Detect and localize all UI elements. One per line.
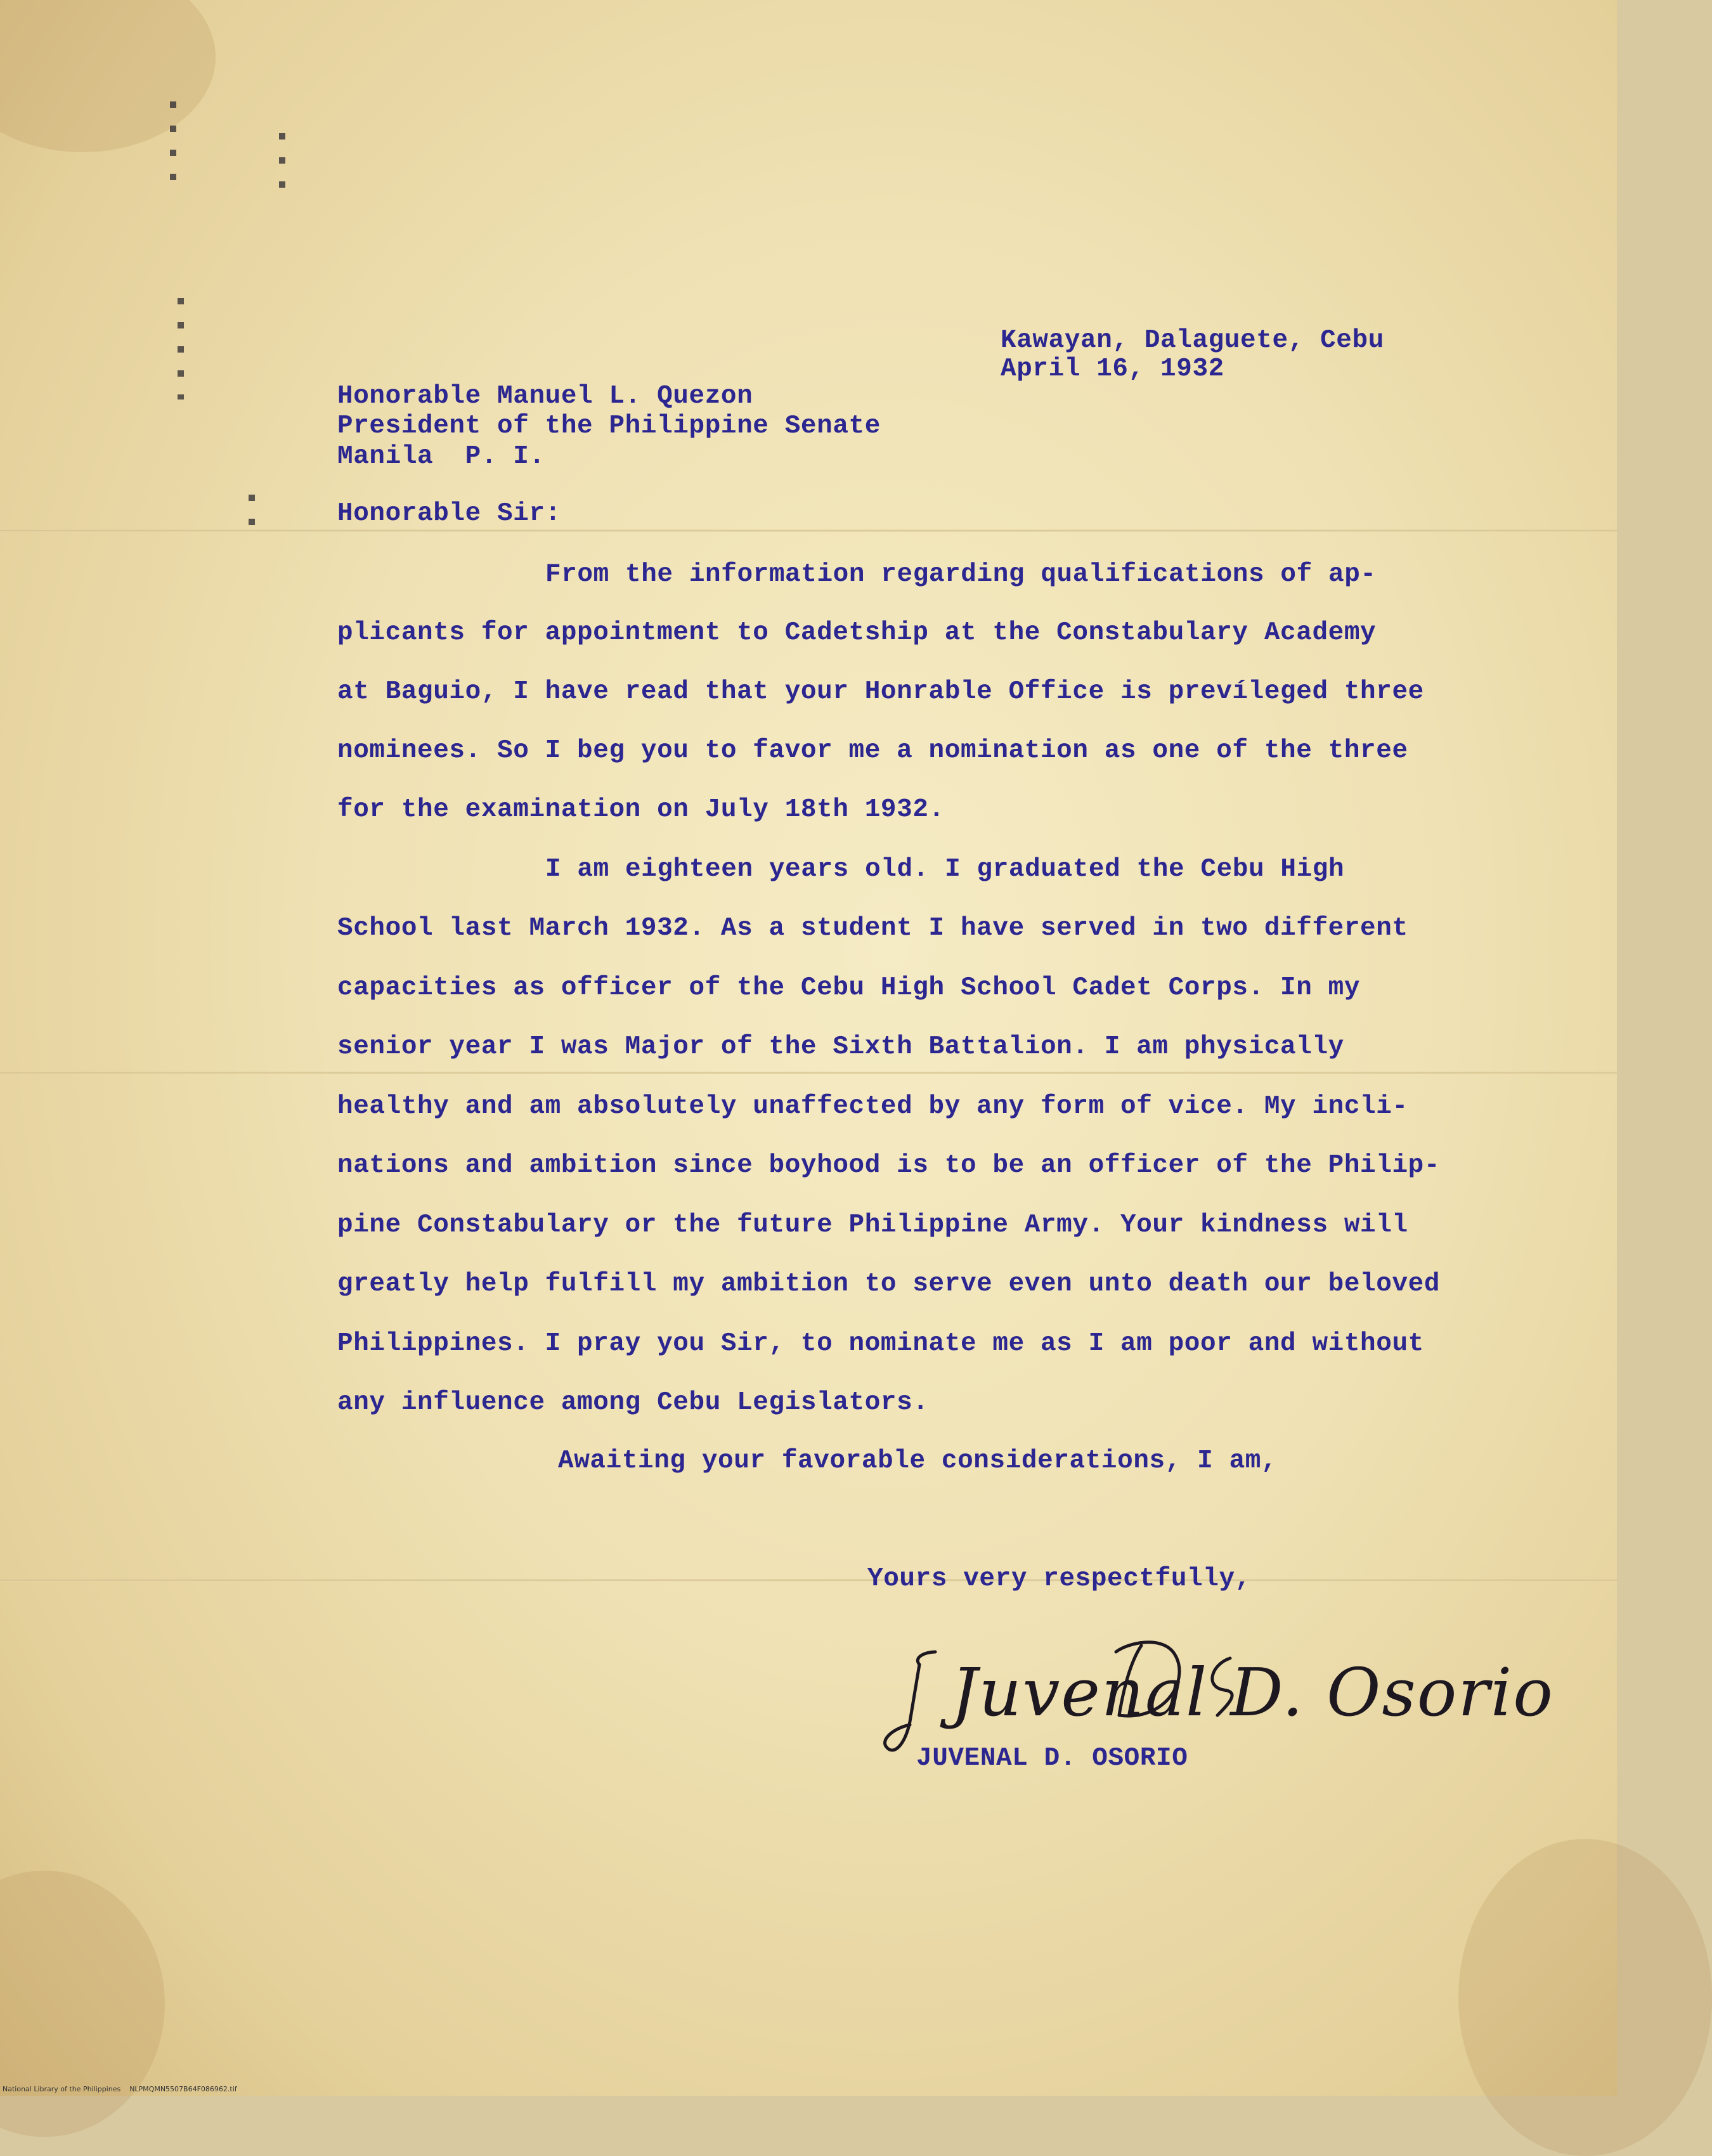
address-place: Kawayan, Dalaguete, Cebu — [1001, 326, 1384, 355]
paragraph-2-line: any influence among Cebu Legislators. — [337, 1388, 929, 1417]
paper-stain — [0, 1871, 165, 2137]
paragraph-1-line: From the information regarding qualifications of ap- — [545, 560, 1377, 589]
paragraph-2-line: nations and ambition since boyhood is to be an officer of the Philip- — [337, 1151, 1441, 1180]
signature-text: Juvenal D. Osorio — [951, 1654, 1554, 1731]
paragraph-2-line: healthy and am absolutely unaffected by any form of vice. My incli- — [337, 1092, 1408, 1121]
paragraph-2-line: Philippines. I pray you Sir, to nominate me as I am poor and without — [337, 1329, 1424, 1358]
binder-hole-marks — [178, 298, 184, 399]
paragraph-2-line: senior year I was Major of the Sixth Battalion. I am physically — [337, 1032, 1344, 1062]
paper-stain — [0, 0, 216, 152]
paragraph-2-line: School last March 1932. As a student I have served in two different — [337, 914, 1408, 943]
paper-stain — [1458, 1839, 1712, 2156]
paragraph-1-line: at Baguio, I have read that your Honrable Office is prevíleged three — [337, 677, 1424, 706]
paragraph-2-line: greatly help fulfill my ambition to serve even unto death our beloved — [337, 1270, 1441, 1299]
binder-hole-marks — [279, 133, 285, 203]
binder-hole-marks — [170, 101, 176, 190]
paper-fold-line — [0, 529, 1617, 532]
paragraph-1-line: plicants for appointment to Cadetship at the Constabulary Academy — [337, 618, 1377, 647]
paragraph-2-line: I am eighteen years old. I graduated the Cebu High — [545, 855, 1345, 884]
paragraph-1-line: nominees. So I beg you to favor me a nomination as one of the three — [337, 736, 1408, 765]
complimentary-close: Yours very respectfully, — [867, 1564, 1251, 1594]
salutation: Honorable Sir: — [337, 499, 561, 528]
paragraph-1-line: for the examination on July 18th 1932. — [337, 795, 945, 824]
signature-stroke — [885, 1652, 935, 1750]
binder-hole-marks — [249, 495, 255, 539]
letter-date: April 16, 1932 — [1001, 354, 1224, 384]
closing-line: Awaiting your favorable considerations, I am, — [558, 1446, 1278, 1476]
paper-fold-line — [0, 1072, 1617, 1074]
typed-name: JUVENAL D. OSORIO — [916, 1744, 1188, 1773]
paragraph-2-line: pine Constabulary or the future Philippine Army. Your kindness will — [337, 1211, 1408, 1240]
recipient-title: President of the Philippine Senate — [337, 412, 881, 441]
recipient-location: Manila P. I. — [337, 442, 545, 471]
paragraph-2-line: capacities as officer of the Cebu High School Cadet Corps. In my — [337, 973, 1361, 1003]
recipient-name: Honorable Manuel L. Quezon — [337, 382, 753, 411]
paper-fold-line — [0, 1579, 1617, 1581]
archive-footer-label: National Library of the Philippines NLPMQMN5507B64F086962.tif — [3, 2085, 237, 2093]
